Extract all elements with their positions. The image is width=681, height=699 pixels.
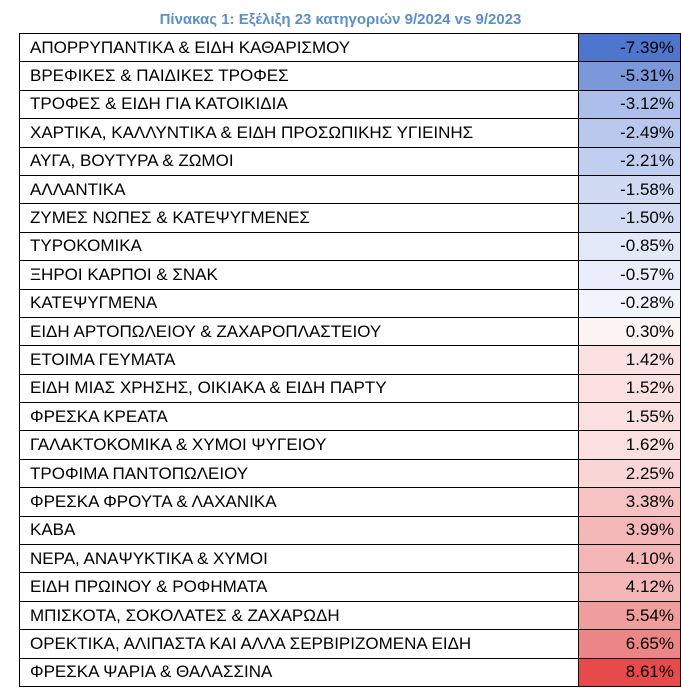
table-row: [20, 34, 681, 62]
change-value-cell: -2.49%: [579, 119, 681, 147]
table-row: [20, 431, 681, 459]
change-value-cell: -0.57%: [579, 261, 681, 289]
category-cell: ΕΤΟΙΜΑ ΓΕΥΜΑΤΑ: [20, 346, 579, 374]
table-row: [20, 601, 681, 629]
table-row: [20, 147, 681, 175]
change-value-cell: -1.58%: [579, 175, 681, 203]
table-row: [20, 119, 681, 147]
table-row: [20, 175, 681, 203]
category-cell: ΚΑΒΑ: [20, 516, 579, 544]
table-row: [20, 459, 681, 487]
category-cell: ΒΡΕΦΙΚΕΣ & ΠΑΙΔΙΚΕΣ ΤΡΟΦΕΣ: [20, 62, 579, 90]
table-row: [20, 232, 681, 260]
change-value-cell: 6.65%: [579, 630, 681, 658]
change-value-cell: -0.28%: [579, 289, 681, 317]
category-cell: ΜΠΙΣΚΟΤΑ, ΣΟΚΟΛΑΤΕΣ & ΖΑΧΑΡΩΔΗ: [20, 601, 579, 629]
table-row: [20, 62, 681, 90]
category-cell: ΓΑΛΑΚΤΟΚΟΜΙΚΑ & ΧΥΜΟΙ ΨΥΓΕΙΟΥ: [20, 431, 579, 459]
change-value-cell: 2.25%: [579, 459, 681, 487]
table-row: [20, 630, 681, 658]
table-row: [20, 374, 681, 402]
table-row: [20, 573, 681, 601]
table-row: [20, 346, 681, 374]
category-cell: ΝΕΡΑ, ΑΝΑΨΥΚΤΙΚΑ & ΧΥΜΟΙ: [20, 545, 579, 573]
change-value-cell: 3.99%: [579, 516, 681, 544]
change-value-cell: 4.10%: [579, 545, 681, 573]
table-body: [20, 34, 681, 687]
change-value-cell: -5.31%: [579, 62, 681, 90]
category-cell: ΟΡΕΚΤΙΚΑ, ΑΛΙΠΑΣΤΑ ΚΑΙ ΑΛΛΑ ΣΕΡΒΙΡΙΖΟΜΕΝΑ ΕΙΔΗ: [20, 630, 579, 658]
change-value-cell: -7.39%: [579, 34, 681, 62]
change-value-cell: -2.21%: [579, 147, 681, 175]
table-row: [20, 90, 681, 118]
table-row: [20, 545, 681, 573]
category-cell: ΖΥΜΕΣ ΝΩΠΕΣ & ΚΑΤΕΨΥΓΜΕΝΕΣ: [20, 204, 579, 232]
category-cell: ΑΠΟΡΡΥΠΑΝΤΙΚΑ & ΕΙΔΗ ΚΑΘΑΡΙΣΜΟΥ: [20, 34, 579, 62]
table-row: [20, 317, 681, 345]
change-value-cell: 4.12%: [579, 573, 681, 601]
category-cell: ΚΑΤΕΨΥΓΜΕΝΑ: [20, 289, 579, 317]
table-row: [20, 261, 681, 289]
table-row: [20, 289, 681, 317]
change-value-cell: -0.85%: [579, 232, 681, 260]
category-cell: ΦΡΕΣΚΑ ΚΡΕΑΤΑ: [20, 403, 579, 431]
change-value-cell: 1.52%: [579, 374, 681, 402]
category-cell: ΦΡΕΣΚΑ ΨΑΡΙΑ & ΘΑΛΑΣΣΙΝΑ: [20, 658, 579, 686]
category-cell: ΤΡΟΦΕΣ & ΕΙΔΗ ΓΙΑ ΚΑΤΟΙΚΙΔΙΑ: [20, 90, 579, 118]
change-value-cell: -1.50%: [579, 204, 681, 232]
table-row: [20, 516, 681, 544]
category-cell: ΤΡΟΦΙΜΑ ΠΑΝΤΟΠΩΛΕΙΟΥ: [20, 459, 579, 487]
category-cell: ΑΛΛΑΝΤΙΚΑ: [20, 175, 579, 203]
category-cell: ΦΡΕΣΚΑ ΦΡΟΥΤΑ & ΛΑΧΑΝΙΚΑ: [20, 488, 579, 516]
category-change-table: [19, 33, 681, 687]
change-value-cell: 1.62%: [579, 431, 681, 459]
category-cell: ΞΗΡΟΙ ΚΑΡΠΟΙ & ΣΝΑΚ: [20, 261, 579, 289]
change-value-cell: 8.61%: [579, 658, 681, 686]
change-value-cell: 0.30%: [579, 317, 681, 345]
change-value-cell: 3.38%: [579, 488, 681, 516]
table-row: [20, 204, 681, 232]
change-value-cell: 1.42%: [579, 346, 681, 374]
change-value-cell: 5.54%: [579, 601, 681, 629]
category-cell: ΑΥΓΑ, ΒΟΥΤΥΡΑ & ΖΩΜΟΙ: [20, 147, 579, 175]
table-row: [20, 658, 681, 686]
category-cell: ΤΥΡΟΚΟΜΙΚΑ: [20, 232, 579, 260]
category-cell: ΕΙΔΗ ΑΡΤΟΠΩΛΕΙΟΥ & ΖΑΧΑΡΟΠΛΑΣΤΕΙΟΥ: [20, 317, 579, 345]
category-cell: ΧΑΡΤΙΚΑ, ΚΑΛΛΥΝΤΙΚΑ & ΕΙΔΗ ΠΡΟΣΩΠΙΚΗΣ ΥΓΙΕΙΝΗΣ: [20, 119, 579, 147]
table-row: [20, 488, 681, 516]
table-row: [20, 403, 681, 431]
change-value-cell: -3.12%: [579, 90, 681, 118]
category-cell: ΕΙΔΗ ΜΙΑΣ ΧΡΗΣΗΣ, ΟΙΚΙΑΚΑ & ΕΙΔΗ ΠΑΡΤΥ: [20, 374, 579, 402]
table-title: Πίνακας 1: Εξέλιξη 23 κατηγοριών 9/2024 vs 9/2023: [159, 11, 522, 28]
change-value-cell: 1.55%: [579, 403, 681, 431]
category-cell: ΕΙΔΗ ΠΡΩΙΝΟΥ & ΡΟΦΗΜΑΤΑ: [20, 573, 579, 601]
